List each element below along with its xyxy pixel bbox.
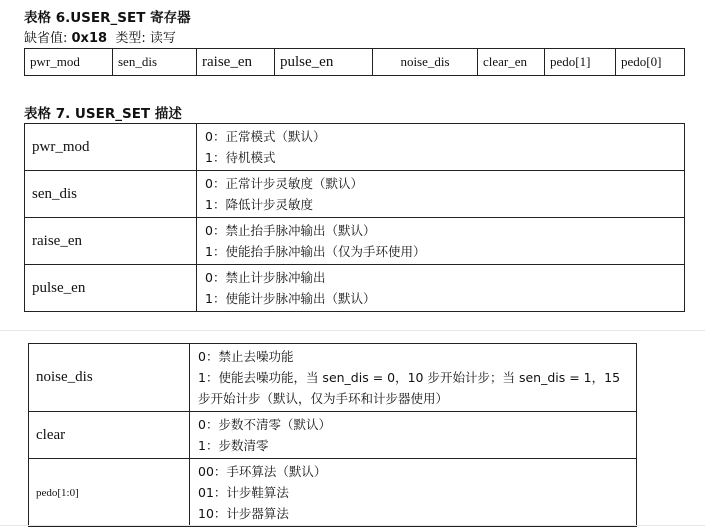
page-bottom-line	[0, 525, 705, 526]
desc-line: 1：使能抬手脉冲输出（仅为手环使用）	[205, 244, 426, 259]
register-bit-table	[24, 48, 685, 76]
type-value: 读写	[149, 31, 176, 46]
field-description	[190, 412, 637, 459]
bit-cell-pedo0: pedo[0]	[616, 49, 685, 76]
table-row	[25, 124, 685, 171]
desc-line: 1：使能去噪功能，当 sen_dis = 0，10 步开始计步；当 sen_dis = 1，15 步开始计步（默认，仅为手环和计步器使用）	[198, 370, 621, 406]
desc-line: 10：计步器算法	[198, 506, 289, 521]
bit-cell-noise-dis: noise_dis	[373, 49, 478, 76]
field-description	[197, 124, 685, 171]
bit-cell-clear-en: clear_en	[478, 49, 545, 76]
description-table	[24, 123, 685, 312]
field-name: clear	[29, 412, 190, 459]
desc-line: 00：手环算法（默认）	[198, 464, 327, 479]
bit-cell-pulse-en: pulse_en	[275, 49, 373, 76]
table-row	[29, 412, 637, 459]
table7-title: 表格 7. USER_SET 描述	[24, 106, 182, 122]
field-name: pwr_mod	[25, 124, 197, 171]
default-value: 0x18	[71, 31, 108, 46]
field-name: sen_dis	[25, 171, 197, 218]
field-description	[197, 218, 685, 265]
table-row	[25, 171, 685, 218]
bit-cell-pedo1: pedo[1]	[545, 49, 616, 76]
table-row	[29, 344, 637, 412]
default-label: 缺省值:	[24, 31, 72, 46]
bit-cell-sen-dis: sen_dis	[113, 49, 197, 76]
desc-line: 0：禁止去噪功能	[198, 349, 294, 364]
field-name: raise_en	[25, 218, 197, 265]
field-name: noise_dis	[29, 344, 190, 412]
table-row	[25, 218, 685, 265]
desc-line: 01：计步鞋算法	[198, 485, 289, 500]
table-row	[25, 265, 685, 312]
desc-line: 0：正常模式（默认）	[205, 129, 326, 144]
field-description	[197, 265, 685, 312]
table-row	[29, 459, 637, 527]
page-divider	[0, 330, 705, 331]
bit-cell-pwr-mod: pwr_mod	[25, 49, 113, 76]
bit-cell-raise-en: raise_en	[197, 49, 275, 76]
description-table-continued	[28, 343, 637, 527]
desc-line: 0：禁止抬手脉冲输出（默认）	[205, 223, 376, 238]
field-description	[190, 459, 637, 527]
desc-line: 0：禁止计步脉冲输出	[205, 270, 326, 285]
table6-title: 表格 6.USER_SET 寄存器	[24, 10, 191, 26]
desc-line: 1：降低计步灵敏度	[205, 197, 313, 212]
field-name: pulse_en	[25, 265, 197, 312]
register-bit-row	[25, 49, 685, 76]
desc-line: 1：使能计步脉冲输出（默认）	[205, 291, 376, 306]
type-label: 类型:	[115, 31, 150, 46]
default-and-type-line	[24, 27, 176, 46]
desc-line: 1：步数清零	[198, 438, 269, 453]
field-description	[197, 171, 685, 218]
desc-line: 0：步数不清零（默认）	[198, 417, 331, 432]
desc-line: 1：待机模式	[205, 150, 276, 165]
field-description	[190, 344, 637, 412]
field-name: pedo[1:0]	[29, 459, 190, 527]
desc-line: 0：正常计步灵敏度（默认）	[205, 176, 363, 191]
